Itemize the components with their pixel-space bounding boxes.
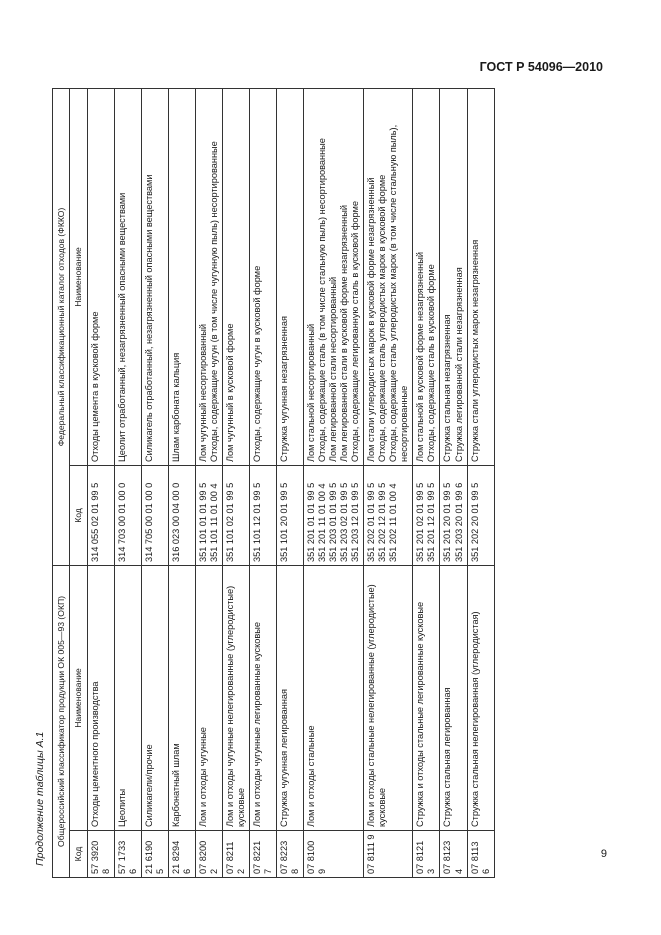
- fkko-name: Отходы, содержащие сталь в кусковой форме: [426, 264, 437, 462]
- fkko-name: Отходы, содержащие сталь (в том числе стальную пыль) несортированные: [317, 138, 328, 462]
- table-row: [304, 89, 364, 878]
- fkko-name: Отходы, содержащие чугун (в том числе чугунную пыль) несортированные: [208, 141, 219, 462]
- fkko-name: Шлам карбоната кальция: [170, 352, 181, 462]
- fkko-code-cell: [467, 465, 494, 565]
- table-row: [141, 89, 168, 878]
- fkko-code-cell: [304, 465, 364, 565]
- fkko-name: Лом легированной стали в кусковой форме незагрязненный: [339, 205, 350, 462]
- fkko-name: Отходы, содержащие легированную сталь в кусковой форме: [350, 200, 361, 462]
- fkko-name-cell: [168, 89, 195, 466]
- fkko-name: Лом легированной стали несортированный: [328, 276, 339, 462]
- header-fkko-name: Наименование: [70, 89, 87, 466]
- okp-name-cell: Карбонатный шлам: [168, 565, 195, 830]
- fkko-name-cell: [364, 89, 413, 466]
- table-row: [87, 89, 114, 878]
- okp-code-cell: 57 1733 6: [114, 831, 141, 878]
- okp-code-cell: 07 8100 9: [304, 831, 364, 878]
- okp-code-cell: 07 8121 3: [413, 831, 440, 878]
- header-okp-name: Наименование: [70, 565, 87, 830]
- fkko-code: 314 055 02 01 99 5: [89, 482, 100, 562]
- fkko-name-cell: [141, 89, 168, 466]
- okp-code-cell: 07 8223 8: [277, 831, 304, 878]
- rotated-table-container: [52, 88, 590, 878]
- okp-name-cell: Отходы цементного производства: [87, 565, 114, 830]
- okp-code-cell: 07 8113 6: [467, 831, 494, 878]
- fkko-name-cell: [195, 89, 222, 466]
- okp-code-cell: 07 8211 2: [222, 831, 249, 878]
- fkko-name: Лом стальной в кусковой форме незагрязненный: [415, 252, 426, 462]
- okp-name-cell: Лом и отходы чугунные легированные кусковые: [250, 565, 277, 830]
- fkko-code-cell: [114, 465, 141, 565]
- okp-name-cell: Лом и отходы стальные нелегированные (углеродистые) кусковые: [364, 565, 413, 830]
- fkko-name-cell: [413, 89, 440, 466]
- fkko-name: Цеолит отработанный, незагрязненный опасными веществами: [116, 192, 127, 462]
- table-row: [250, 89, 277, 878]
- okp-name-cell: Стружка стальная нелегированная (углеродистая): [467, 565, 494, 830]
- fkko-code: 351 203 20 01 99 6: [453, 482, 464, 562]
- table-row: [467, 89, 494, 878]
- fkko-name-cell: [250, 89, 277, 466]
- fkko-code: 351 202 12 01 99 5: [377, 482, 388, 562]
- okp-code-cell: 07 8123 4: [440, 831, 467, 878]
- okp-code-cell: 21 6190 5: [141, 831, 168, 878]
- fkko-name: Лом стальной несортированный: [306, 323, 317, 462]
- header-fkko-code: Код: [70, 465, 87, 565]
- okp-name-cell: Силикагели/прочие: [141, 565, 168, 830]
- fkko-name: Отходы, содержащие сталь углеродистых марок в кусковой форме: [377, 174, 388, 462]
- fkko-name: Силикагель отработанный, незагрязненный опасными веществами: [143, 174, 154, 462]
- fkko-code-cell: [222, 465, 249, 565]
- fkko-code-cell: [440, 465, 467, 565]
- table-caption: Продолжение таблицы А.1: [34, 731, 46, 866]
- okp-code-cell: 07 8111 9: [364, 831, 413, 878]
- fkko-name-cell: [87, 89, 114, 466]
- fkko-name: Стружка чугунная незагрязненная: [279, 316, 290, 462]
- fkko-name: Стружка стальная незагрязненная: [442, 314, 453, 462]
- okp-name-cell: Лом и отходы стальные: [304, 565, 364, 830]
- okp-name-cell: Лом и отходы чугунные: [195, 565, 222, 830]
- fkko-code: 351 101 20 01 99 5: [279, 482, 290, 562]
- fkko-name-cell: [304, 89, 364, 466]
- fkko-name-cell: [467, 89, 494, 466]
- document-standard-id: ГОСТ Р 54096—2010: [479, 60, 603, 74]
- fkko-code-cell: [141, 465, 168, 565]
- fkko-name: Стружка легированной стали незагрязненная: [453, 267, 464, 462]
- fkko-name-cell: [114, 89, 141, 466]
- fkko-name: Лом чугунный несортированный: [197, 323, 208, 462]
- table-row: [195, 89, 222, 878]
- okp-name-cell: Стружка чугунная легированная: [277, 565, 304, 830]
- table-row: [364, 89, 413, 878]
- okp-code-cell: 07 8200 2: [195, 831, 222, 878]
- fkko-code-cell: [195, 465, 222, 565]
- fkko-code: 351 101 12 01 99 5: [252, 482, 262, 562]
- fkko-name-cell: [222, 89, 249, 466]
- fkko-code: 316 023 00 04 00 0: [170, 482, 181, 562]
- fkko-name: Лом стали углеродистых марок в кусковой форме незагрязненный: [366, 177, 377, 462]
- fkko-code: 351 201 20 01 99 5: [442, 482, 453, 562]
- okp-code-cell: 07 8221 7: [250, 831, 277, 878]
- fkko-name: Лом чугунный в кусковой форме: [224, 323, 235, 462]
- okp-name-cell: Цеолиты: [114, 565, 141, 830]
- table-row: [440, 89, 467, 878]
- fkko-code: 351 202 20 01 99 5: [469, 482, 480, 562]
- fkko-code: 314 705 00 01 00 0: [143, 482, 154, 562]
- fkko-name-cell: [277, 89, 304, 466]
- fkko-code: 351 101 11 01 00 4: [208, 483, 219, 562]
- fkko-name-cell: [440, 89, 467, 466]
- okp-code-cell: 21 8294 6: [168, 831, 195, 878]
- header-fkko-group: Федеральный классификационный каталог отходов (ФККО): [53, 89, 70, 566]
- fkko-code: 351 202 01 01 99 5: [366, 482, 377, 562]
- fkko-code: 351 101 02 01 99 5: [224, 482, 235, 562]
- okp-name-cell: Лом и отходы чугунные нелегированные (углеродистые) кусковые: [222, 565, 249, 830]
- fkko-code-cell: [413, 465, 440, 565]
- table-row: [413, 89, 440, 878]
- table-row: [277, 89, 304, 878]
- fkko-code: 351 202 11 01 00 4: [388, 483, 399, 562]
- okp-name-cell: Стружка стальная легированная: [440, 565, 467, 830]
- fkko-code: 351 101 01 01 99 5: [197, 482, 208, 562]
- classification-table: [52, 88, 495, 878]
- table-row: [114, 89, 141, 878]
- header-okp-code: Код: [70, 831, 87, 878]
- fkko-name: Отходы, содержащие сталь углеродистых марок (в том числе стальную пыль), несортированные: [388, 124, 410, 462]
- fkko-code-cell: [168, 465, 195, 565]
- fkko-code-cell: [87, 465, 114, 565]
- fkko-code: 351 201 11 01 00 4: [317, 483, 328, 562]
- header-okp-group: Общероссийский классификатор продукции ОК 005—93 (ОКП): [53, 565, 70, 877]
- fkko-code: 351 201 12 01 99 5: [426, 482, 437, 562]
- fkko-code-cell: [364, 465, 413, 565]
- table-row: [168, 89, 195, 878]
- fkko-name: Отходы цемента в кусковой форме: [89, 311, 100, 462]
- fkko-name: Стружка стали углеродистых марок незагрязненная: [469, 239, 480, 462]
- page-number: 9: [600, 848, 607, 860]
- table-body: [87, 89, 494, 878]
- table-row: [222, 89, 249, 878]
- okp-code-cell: 57 3920 8: [87, 831, 114, 878]
- fkko-code: 314 703 00 01 00 0: [116, 482, 127, 562]
- fkko-code: 351 201 02 01 99 5: [415, 482, 426, 562]
- fkko-code: 351 201 01 01 99 5: [306, 482, 317, 562]
- fkko-code: 351 203 01 01 99 5: [328, 482, 339, 562]
- fkko-code: 351 203 12 01 99 5: [350, 482, 361, 562]
- fkko-name: Отходы, содержащие чугун в кусковой форме: [252, 265, 262, 462]
- fkko-code: 351 203 02 01 99 5: [339, 482, 350, 562]
- fkko-code-cell: [250, 465, 277, 565]
- fkko-code-cell: [277, 465, 304, 565]
- okp-name-cell: Стружка и отходы стальные легированные кусковые: [413, 565, 440, 830]
